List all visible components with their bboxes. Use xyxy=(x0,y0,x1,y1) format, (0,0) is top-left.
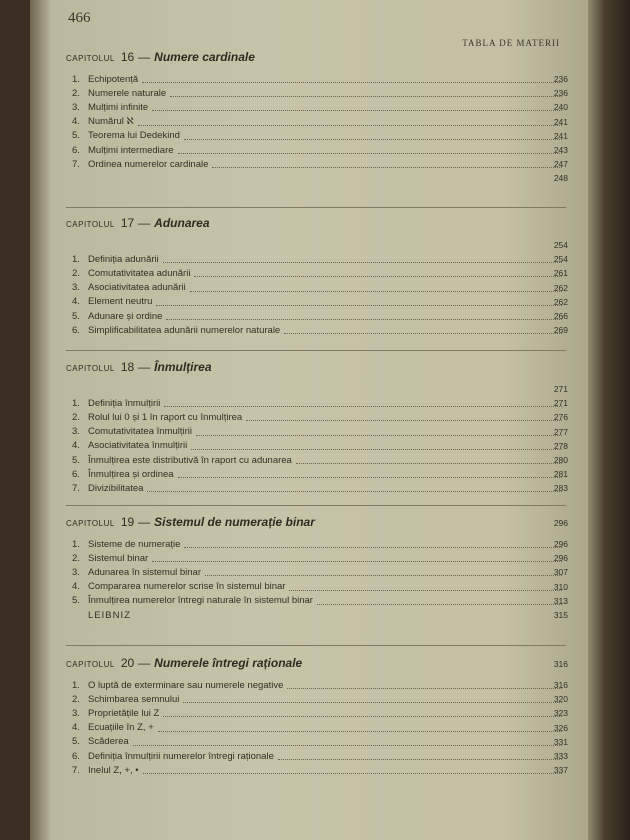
entry-number: 1. xyxy=(72,679,80,691)
entry-title: Definiția înmulțirii xyxy=(88,397,161,409)
toc-entry[interactable] xyxy=(66,453,566,467)
entry-number: 6. xyxy=(72,468,80,480)
entry-title: Rolul lui 0 și 1 în raport cu înmulțirea xyxy=(88,411,243,423)
dot-leader xyxy=(158,730,562,732)
dot-leader xyxy=(317,603,562,605)
chapter-16 xyxy=(66,50,566,186)
entry-number: 4. xyxy=(72,722,80,734)
chapter-heading xyxy=(66,360,566,382)
toc-entry[interactable] xyxy=(66,608,566,622)
entry-number: 5. xyxy=(72,130,80,142)
dot-leader xyxy=(289,589,562,591)
chapter-label: CAPITOLUL xyxy=(66,220,115,229)
chapter-heading-page: 271 xyxy=(553,384,568,394)
toc-entry[interactable] xyxy=(66,157,566,171)
toc-entry[interactable] xyxy=(66,692,566,706)
toc-entries xyxy=(66,72,566,186)
dot-leader xyxy=(278,758,562,760)
chapter-heading xyxy=(66,515,566,537)
chapter-title: Adunarea xyxy=(154,216,210,230)
entry-title: Asociativitatea înmulțirii xyxy=(88,440,188,452)
toc-entry[interactable] xyxy=(66,565,566,579)
toc-entry[interactable] xyxy=(66,295,566,309)
toc-entry[interactable] xyxy=(66,266,566,280)
chapter-heading xyxy=(66,50,566,72)
entry-title: Mulțimi intermediare xyxy=(88,144,174,156)
chapter-dash: — xyxy=(138,216,151,230)
entry-number: 1. xyxy=(72,253,80,265)
dot-leader xyxy=(184,546,562,548)
section-divider xyxy=(66,645,566,646)
chapter-dash: — xyxy=(138,50,151,64)
entry-number: 2. xyxy=(72,552,80,564)
entry-page: 271 xyxy=(553,398,568,409)
toc-entry[interactable] xyxy=(66,281,566,295)
toc-entry[interactable] xyxy=(66,143,566,157)
entry-title: Compararea numerelor scrise în sistemul binar xyxy=(88,581,286,593)
entry-page: 326 xyxy=(553,722,568,733)
dot-leader xyxy=(196,434,562,436)
chapter-20 xyxy=(66,656,566,777)
entry-title: Scăderea xyxy=(88,736,129,748)
dot-leader xyxy=(178,152,562,154)
chapter-title: Înmulțirea xyxy=(154,360,212,374)
dot-leader xyxy=(163,715,562,717)
entry-title: Definiția adunării xyxy=(88,253,159,265)
entry-number: 5. xyxy=(72,454,80,466)
dot-leader xyxy=(156,304,562,306)
entry-page: 247 xyxy=(553,159,568,170)
chapter-label: CAPITOLUL xyxy=(66,364,115,373)
entry-number: 3. xyxy=(72,282,80,294)
dot-leader xyxy=(142,81,562,83)
dot-leader xyxy=(133,744,562,746)
dot-leader xyxy=(183,701,562,703)
entry-page: 296 xyxy=(553,539,568,549)
section-divider xyxy=(66,207,566,208)
entry-title: Definiția înmulțirii numerelor întregi raționale xyxy=(88,750,274,762)
chapter-title: Numerele întregi raționale xyxy=(154,656,303,670)
entry-number: 6. xyxy=(72,324,80,336)
entry-number: 7. xyxy=(72,764,80,776)
chapter-heading-page: 296 xyxy=(553,518,568,528)
chapter-18 xyxy=(66,360,566,496)
entry-number: 3. xyxy=(72,707,80,719)
toc-entry[interactable] xyxy=(66,115,566,129)
entry-page: 331 xyxy=(553,736,568,747)
entry-page: 262 xyxy=(553,282,568,293)
entry-title: Numerele naturale xyxy=(88,87,167,99)
entry-page: 261 xyxy=(553,268,568,279)
entry-title: Ordinea numerelor cardinale xyxy=(88,158,209,170)
toc-entry[interactable] xyxy=(66,706,566,720)
entry-page: 277 xyxy=(553,426,568,437)
dot-leader xyxy=(190,290,562,292)
dot-leader xyxy=(287,687,562,689)
entry-page: 315 xyxy=(553,609,568,620)
entry-title: LEIBNIZ xyxy=(88,609,131,621)
dot-leader xyxy=(178,476,562,478)
toc-entry[interactable] xyxy=(66,678,566,692)
toc-entry[interactable] xyxy=(66,410,566,424)
entry-page: 307 xyxy=(553,567,568,578)
chapter-title: Sistemul de numerație binar xyxy=(154,515,315,529)
toc-entries xyxy=(66,382,566,496)
dot-leader xyxy=(163,261,562,263)
entry-page: 262 xyxy=(553,296,568,307)
toc-entry[interactable] xyxy=(66,481,566,495)
toc-entry[interactable] xyxy=(66,309,566,323)
entry-page: 236 xyxy=(553,74,568,84)
chapter-number: 19 xyxy=(120,515,135,529)
toc-entry[interactable] xyxy=(66,735,566,749)
entry-number: 6. xyxy=(72,750,80,762)
entry-number: 5. xyxy=(72,595,80,607)
entry-title: Ecuațiile în Z, + xyxy=(88,722,154,734)
entry-title: Inelul Z, +, • xyxy=(88,764,139,776)
chapter-dash: — xyxy=(138,656,151,670)
entry-title: Sisteme de numerație xyxy=(88,538,181,550)
entry-title: Mulțimi infinite xyxy=(88,101,149,113)
toc-entry[interactable] xyxy=(66,721,566,735)
book-page xyxy=(30,0,590,840)
chapter-title: Numere cardinale xyxy=(154,50,255,64)
dot-leader xyxy=(152,560,562,562)
toc-entries xyxy=(66,537,566,622)
toc-entry[interactable] xyxy=(66,252,566,266)
entry-number: 5. xyxy=(72,310,80,322)
entry-page: 241 xyxy=(553,116,568,127)
toc-entry[interactable] xyxy=(66,467,566,481)
entry-title: Adunarea în sistemul binar xyxy=(88,566,202,578)
entry-number: 2. xyxy=(72,411,80,423)
toc-entry[interactable] xyxy=(66,537,566,551)
toc-heading-page-row xyxy=(66,382,566,396)
entry-title: Schimbarea semnului xyxy=(88,693,180,705)
entry-number: 2. xyxy=(72,267,80,279)
entry-page: 278 xyxy=(553,440,568,451)
chapter-dash: — xyxy=(138,515,151,529)
toc-entry[interactable] xyxy=(66,86,566,100)
toc-entry[interactable] xyxy=(66,425,566,439)
entry-page: 333 xyxy=(553,750,568,761)
chapter-label: CAPITOLUL xyxy=(66,660,115,669)
toc-entry[interactable] xyxy=(66,594,566,608)
entry-title: Teorema lui Dedekind xyxy=(88,130,180,142)
entry-number: 4. xyxy=(72,440,80,452)
entry-number: 1. xyxy=(72,397,80,409)
toc-entry[interactable] xyxy=(66,72,566,86)
entry-title: Sistemul binar xyxy=(88,552,149,564)
entry-page: 280 xyxy=(553,454,568,465)
dot-leader xyxy=(170,95,562,97)
entry-number: 3. xyxy=(72,426,80,438)
entry-title: Proprietățile lui Z xyxy=(88,707,160,719)
dot-leader xyxy=(164,405,562,407)
entry-title: Echipotență xyxy=(88,73,139,85)
entry-title: Înmulțirea numerelor întregi naturale în sistemul binar xyxy=(88,595,313,607)
dot-leader xyxy=(191,448,562,450)
entry-number: 2. xyxy=(72,87,80,99)
toc-entry[interactable] xyxy=(66,323,566,337)
chapter-number: 17 xyxy=(120,216,135,230)
dot-leader xyxy=(194,275,562,277)
chapter-label: CAPITOLUL xyxy=(66,54,115,63)
chapter-number: 18 xyxy=(120,360,135,374)
dot-leader xyxy=(166,318,562,320)
toc-entry[interactable] xyxy=(66,100,566,114)
dot-leader xyxy=(184,138,562,140)
toc-extra-page-row xyxy=(66,171,566,185)
dot-leader xyxy=(205,574,562,576)
entry-title: Comutativitatea înmulțirii xyxy=(88,426,193,438)
entry-number: 7. xyxy=(72,482,80,494)
toc-entry[interactable] xyxy=(66,439,566,453)
entry-page: 316 xyxy=(553,680,568,690)
toc-entry[interactable] xyxy=(66,749,566,763)
chapter-number: 20 xyxy=(120,656,135,670)
running-head: TABLA DE MATERII xyxy=(462,38,560,48)
page-spine-shadow xyxy=(30,0,50,840)
entry-page: 241 xyxy=(553,130,568,141)
chapter-heading xyxy=(66,656,566,678)
entry-title: Asociativitatea adunării xyxy=(88,282,186,294)
entry-title: Înmulțirea și ordinea xyxy=(88,468,174,480)
chapter-number: 16 xyxy=(120,50,135,64)
entry-title: Divizibilitatea xyxy=(88,482,144,494)
entry-title: Simplificabilitatea adunării numerelor naturale xyxy=(88,324,281,336)
entry-number: 5. xyxy=(72,736,80,748)
entry-number: 6. xyxy=(72,144,80,156)
entry-page: 248 xyxy=(553,173,568,184)
dot-leader xyxy=(135,618,562,619)
entry-page: 240 xyxy=(553,102,568,113)
entry-title: Element neutru xyxy=(88,296,153,308)
entry-title: O luptă de exterminare sau numerele negative xyxy=(88,679,284,691)
toc-entry[interactable] xyxy=(66,129,566,143)
entry-title: Înmulțirea este distributivă în raport cu adunarea xyxy=(88,454,292,466)
entry-page: 266 xyxy=(553,310,568,321)
section-divider xyxy=(66,350,566,351)
toc-entries xyxy=(66,238,566,337)
entry-page: 320 xyxy=(553,694,568,705)
entry-number: 4. xyxy=(72,581,80,593)
adjacent-page-edge xyxy=(588,0,630,840)
entry-title: Numărul ℵ xyxy=(88,116,134,128)
chapter-heading-page: 316 xyxy=(553,659,568,669)
entry-number: 2. xyxy=(72,693,80,705)
entry-page: 337 xyxy=(553,765,568,776)
dot-leader xyxy=(143,772,562,774)
entry-number: 1. xyxy=(72,538,80,550)
entry-number: 7. xyxy=(72,158,80,170)
dot-leader xyxy=(296,462,562,464)
dot-leader xyxy=(212,166,562,168)
chapter-17 xyxy=(66,216,566,337)
entry-page: 276 xyxy=(553,412,568,423)
chapter-label: CAPITOLUL xyxy=(66,519,115,528)
chapter-heading-page: 254 xyxy=(553,240,568,250)
entry-page: 283 xyxy=(553,483,568,494)
toc-entry[interactable] xyxy=(66,580,566,594)
page-number: 466 xyxy=(68,10,91,26)
dot-leader xyxy=(152,109,562,111)
entry-page: 313 xyxy=(553,595,568,606)
entry-number: 1. xyxy=(72,73,80,85)
chapter-19 xyxy=(66,515,566,622)
dot-leader xyxy=(246,419,562,421)
entry-page: 243 xyxy=(553,144,568,155)
section-divider xyxy=(66,505,566,506)
toc-entry[interactable] xyxy=(66,763,566,777)
entry-title: Comutativitatea adunării xyxy=(88,267,191,279)
entry-page: 281 xyxy=(553,469,568,480)
entry-number: 3. xyxy=(72,566,80,578)
chapter-dash: — xyxy=(138,360,151,374)
entry-number: 3. xyxy=(72,101,80,113)
entry-page: 269 xyxy=(553,325,568,336)
toc-entries xyxy=(66,678,566,777)
dot-leader xyxy=(147,490,562,492)
toc-heading-page-row xyxy=(66,238,566,252)
entry-page: 310 xyxy=(553,581,568,592)
entry-title: Adunare și ordine xyxy=(88,310,163,322)
dot-leader xyxy=(138,124,562,126)
entry-page: 254 xyxy=(553,254,568,265)
entry-page: 323 xyxy=(553,708,568,719)
entry-number: 4. xyxy=(72,116,80,128)
chapter-heading xyxy=(66,216,566,238)
toc-entry[interactable] xyxy=(66,396,566,410)
dot-leader xyxy=(284,332,562,334)
entry-page: 236 xyxy=(553,88,568,99)
entry-page: 296 xyxy=(553,553,568,564)
toc-entry[interactable] xyxy=(66,551,566,565)
entry-number: 4. xyxy=(72,296,80,308)
